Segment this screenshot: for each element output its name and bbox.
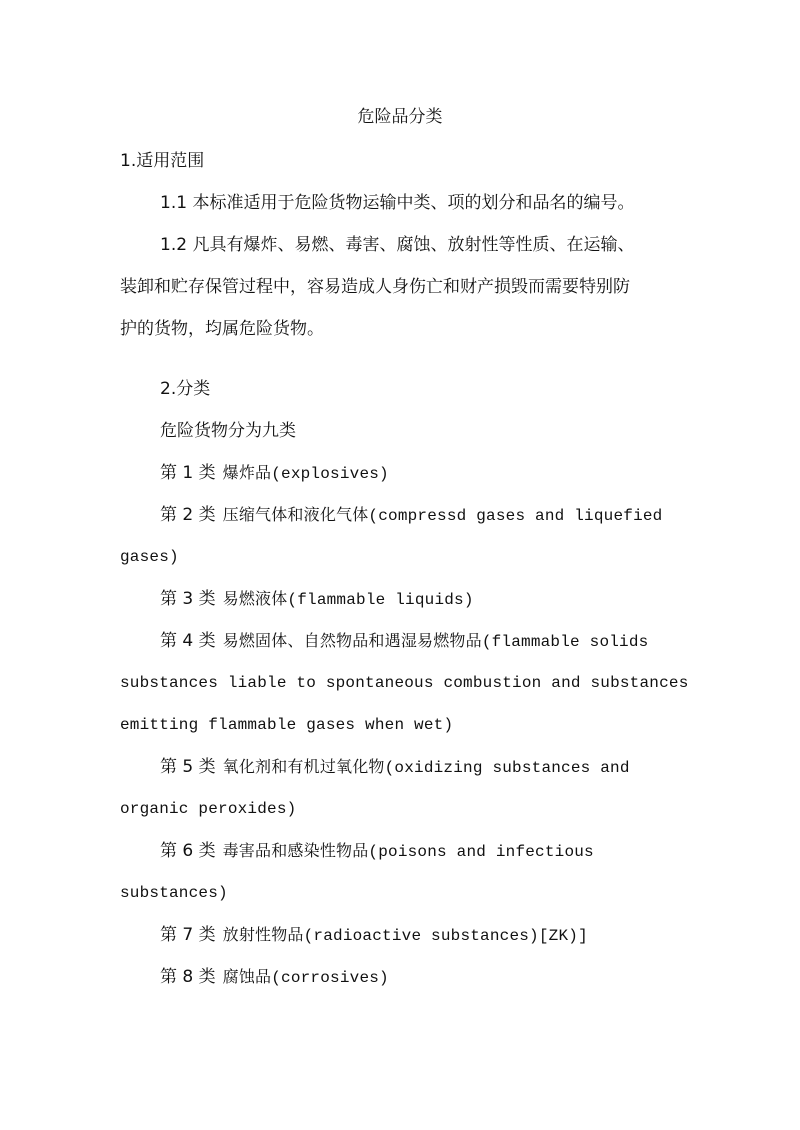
class-3-line: [160, 588, 740, 611]
class-2-line: [160, 504, 740, 527]
section-1-heading: 1.适用范围: [120, 151, 205, 171]
class-6-name: 毒害品和感染性物品(poisons and infectious: [222, 843, 594, 861]
class-8-name: 腐蚀品(corrosives): [222, 969, 389, 987]
class-7-line: [160, 924, 740, 947]
class-1-line: [160, 462, 740, 485]
class-4-name: 易燃固体、自然物品和遇湿易燃物品(flammable solids: [222, 633, 649, 651]
class-3-name: 易燃液体(flammable liquids): [222, 591, 474, 609]
class-5-number: 第 5 类: [160, 757, 216, 777]
class-6-continuation: substances): [120, 884, 228, 902]
class-2-number: 第 2 类: [160, 505, 216, 525]
class-3-number: 第 3 类: [160, 589, 216, 609]
paragraph-1-2-line-2: 装卸和贮存保管过程中，容易造成人身伤亡和财产损毁而需要特别防: [120, 277, 630, 297]
class-5-continuation: organic peroxides): [120, 800, 297, 818]
class-4-number: 第 4 类: [160, 631, 216, 651]
class-8-line: [160, 966, 740, 989]
class-7-name: 放射性物品(radioactive substances)[ZK)]: [222, 927, 588, 945]
paragraph-1-1: 1.1 本标准适用于危险货物运输中类、项的划分和品名的编号。: [160, 193, 635, 213]
page-title: 危险品分类: [357, 107, 443, 127]
class-2-continuation: gases): [120, 548, 179, 566]
class-4-line: [160, 630, 740, 653]
class-5-name: 氧化剂和有机过氧化物(oxidizing substances and: [222, 759, 630, 777]
class-1-name: 爆炸品(explosives): [222, 465, 389, 483]
paragraph-1-2-line-1: 1.2 凡具有爆炸、易燃、毒害、腐蚀、放射性等性质、在运输、: [160, 235, 635, 255]
class-2-name: 压缩气体和液化气体(compressd gases and liquefied: [222, 507, 663, 525]
class-4-continuation-2: emitting flammable gases when wet): [120, 716, 454, 734]
class-6-number: 第 6 类: [160, 841, 216, 861]
class-6-line: [160, 840, 740, 863]
section-2-heading: 2.分类: [160, 379, 211, 399]
class-8-number: 第 8 类: [160, 967, 216, 987]
paragraph-1-2-line-3: 护的货物，均属危险货物。: [120, 319, 324, 339]
classes-intro: 危险货物分为九类: [160, 421, 296, 441]
class-7-number: 第 7 类: [160, 925, 216, 945]
class-1-number: 第 1 类: [160, 463, 216, 483]
class-4-continuation-1: substances liable to spontaneous combustion and substances: [120, 674, 689, 692]
class-5-line: [160, 756, 740, 779]
